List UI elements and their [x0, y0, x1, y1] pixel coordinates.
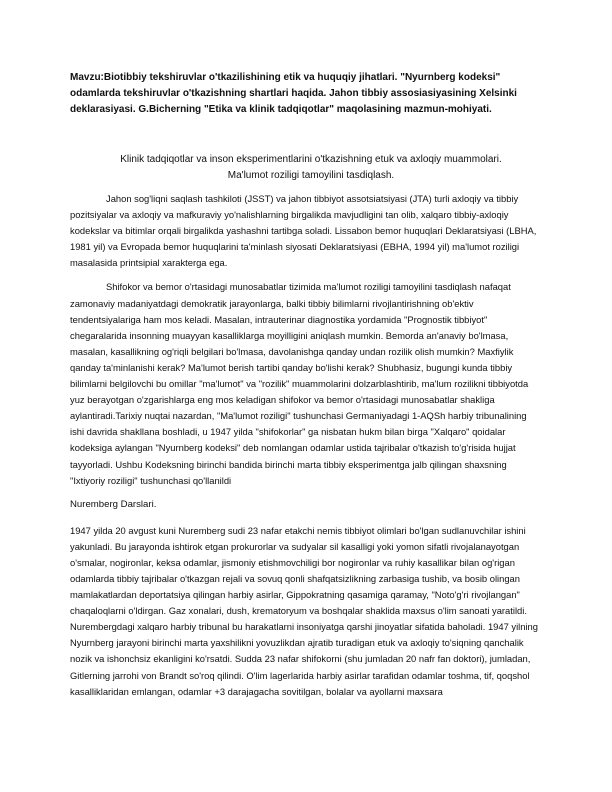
document-title: Mavzu:Biotibbiy tekshiruvlar o'tkazilishining etik va huquqiy jihatlari. "Nyurnberg kodeksi" odamlarda tekshiruvlar o'tkazishning shartlari haqida. Jahon tibbiy assosiasiyasining Xelsinki deklarasiyasi. G.Bicherning "Etika va klinik tadqiqotlar" maqolasining mazmun-mohiyati. — [70, 72, 517, 115]
paragraph-3: 1947 yilda 20 avgust kuni Nuremberg sudi 23 nafar etakchi nemis tibbiyot olimlari bo'lgan sudlanuvchilar ishini yakunladi. Bu jarayonda ishtirok etgan prokurorlar va sudyalar sil kasalligi yoki yomon sifatli rivojalanayotgan o'smalar, nogironlar, keksa odamlar, jismoniy etishmovchiligi bor nogironlar va ruhiy kasallikar bilan og'rigan odamlarda tibbiy tajribalar o'tkazgan rejali va sovuq qonli shafqatsizlikning zarbasiga tushib, va bosib olingan mamlakatlardan deportatsiya qilingan harbiy asirlar, Gippokratning qasamiga qaramay, "Noto'g'ri rivojlangan" chaqaloqlarni o'ldirgan. Gaz xonalari, dush, krematoryum va boshqalar shaklida maxsus o'lim sanoati yaratildi. Nurembergdagi xalqaro harbiy tribunal bu harakatlarni insoniyatga qarshi jinoyatlar sifatida baholadi. 1947 yilning Nyurnberg jarayoni birinchi marta yaxshilikni yovuzlikdan ajratib turadigan etuk va axloqiy to'siqning qanchalik nozik va ishonchsiz ekanligini ko'rsatdi. Sudda 23 nafar shifokorni (shu jumladan 20 nafr fan doktori), jumladan, Gitlerning jarrohi von Brandt so'roq qilindi. O'lim lagerlarida harbiy asirlar tarafidan odamlar toshma, tif, qoqshol kasalliklaridan emlangan, odamlar +3 darajagacha sovitilgan, bolalar va ayollarni maxsara — [70, 524, 538, 697]
subtitle-line-2: Ma'lumot roziligi tamoyilini tasdiqlash. — [227, 169, 395, 181]
section-heading: Nuremberg Darslari. — [70, 498, 157, 510]
paragraph-1: Jahon sog'liqni saqlash tashkiloti (JSST) va jahon tibbiyot assotsiatsiyasi (JTA) turli axloqiy va tibbiy pozitsiyalar va axloqiy va mafkuraviy yo'nalishlarning birgalikda mavjudligini tan olib, xalqaro tibbiy-axloqiy kodekslar va bitimlar orqali birgalikda yashashni tartibga soladi. Lissabon bemor huquqlari Deklaratsiyasi (LBHA, 1981 yil) va Evropada bemor huquqlarini ta'minlash siyosati Deklaratsiyasi (EBHA, 1994 yil) ma'lumot roziligi masalasida printsipial xarakterga ega. — [70, 193, 537, 269]
subtitle-line-1: Klinik tadqiqotlar va inson eksperimentlarini o'tkazishning etuk va axloqiy muammolari. — [120, 154, 502, 165]
paragraph-2: Shifokor va bemor o'rtasidagi munosabatlar tizimida ma'lumot roziligi tamoyilini tasdiqlash nafaqat zamonaviy madaniyatdagi demokratik jarayonlarga, balki tibbiy bilimlarni rivojlantirishning ob'ektiv tendentsiyalariga ham mos keladi. Masalan, intrauterinar diagnostika yordamida "Prognostik tibbiyot" chegaralarida insonning muayyan kasalliklarga moyilligini aniqlash mumkin. Bemorda an'anaviy bo'lmasa, masalan, kasallikning og'riqli belgilari bo'lmasa, davolanishga qanday undan rozilik olish mumkin? Maxfiylik qanday ta'minlanishi kerak? Ma'lumot berish tartibi qanday bo'lishi kerak? Shubhasiz, bugungi kunda tibbiy bilimlarni belgilovchi bu omillar "ma'lumot" va "rozilik" muammolarini dolzarblashtirib, ma'lum rozilikni tibbiyotda yuz berayotgan o'zgarishlarga eng mos keladigan shifokor va bemor o'rtasidagi munosabatlar shakliga aylantiradi.Tarixiy nuqtai nazardan, "Ma'lumot roziligi" tushunchasi Germaniyadagi 1-AQSh harbiy tribunalining ishi davrida shakllana boshladi, u 1947 yilda "shifokorlar" ga nisbatan hukm bilan birga "Xalqaro" qoidalar kodeksiga aylangan "Nyurnberg kodeksi" deb nomlangan odamlar ustida tajribalar o'tkazish to'g'risida hujjat tayyorladi. Ushbu Kodeksning birinchi bandida birinchi marta tibbiy eksperimentga jalb qilingan shaxsning "Ixtiyoriy roziligi" tushunchasi qo'llanildi — [70, 281, 529, 486]
section-subtitle — [70, 152, 542, 183]
